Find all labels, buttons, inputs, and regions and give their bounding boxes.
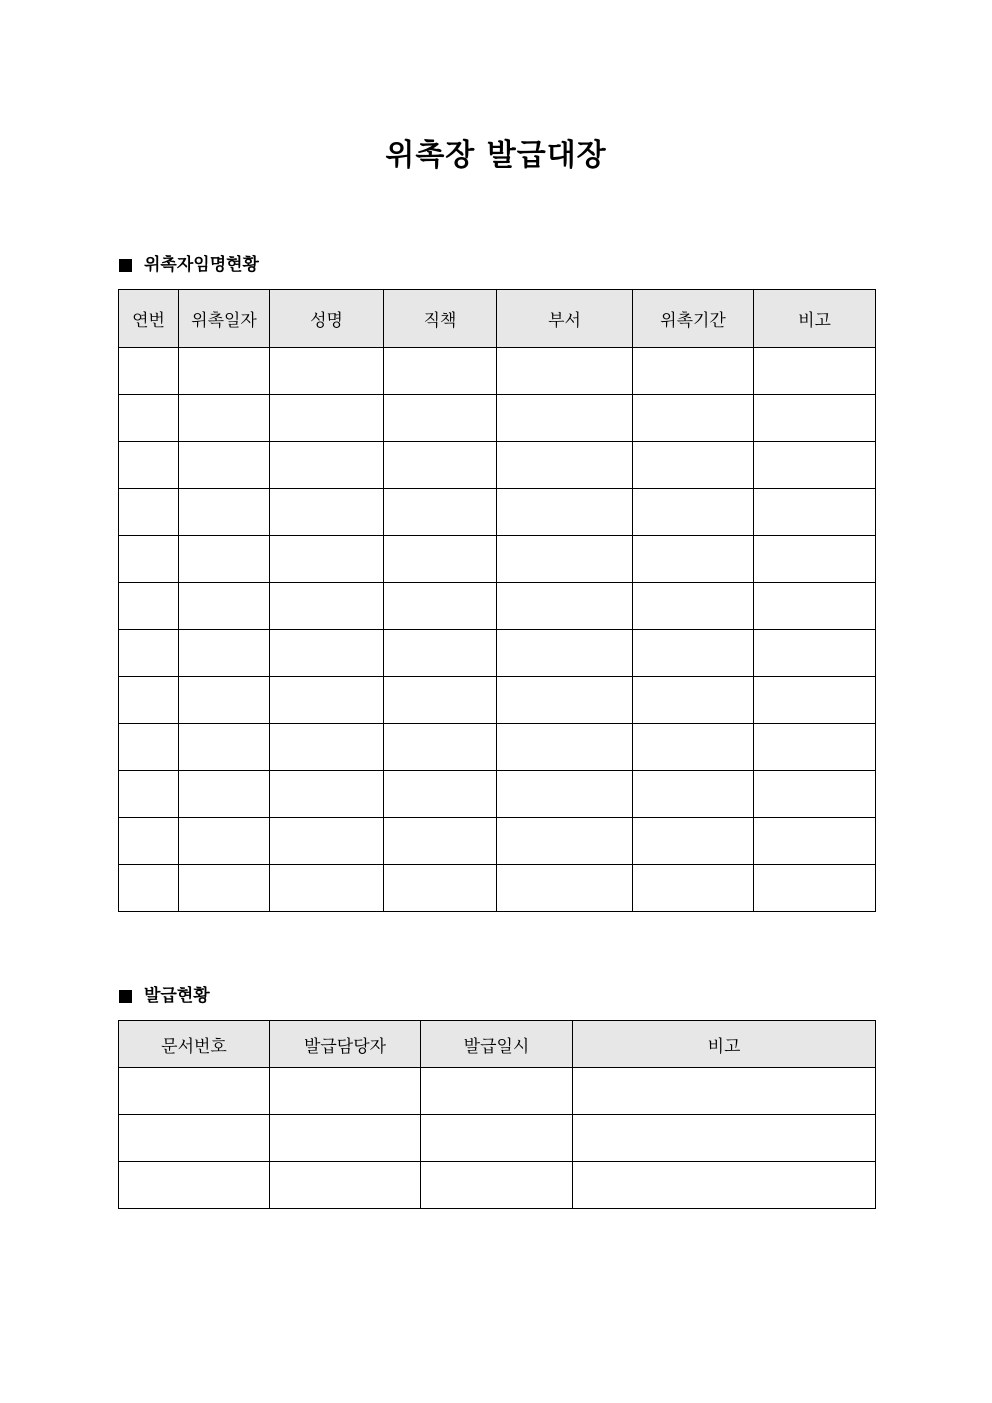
col-header-document-number: 문서번호 xyxy=(119,1021,270,1068)
table-cell[interactable] xyxy=(179,630,270,677)
table-cell[interactable] xyxy=(119,395,179,442)
table-cell[interactable] xyxy=(633,348,754,395)
table-cell[interactable] xyxy=(633,583,754,630)
table-cell[interactable] xyxy=(633,724,754,771)
table-cell[interactable] xyxy=(119,677,179,724)
issuance-section-heading xyxy=(119,984,210,1008)
table-row xyxy=(119,442,876,489)
table-row xyxy=(119,865,876,912)
table-cell[interactable] xyxy=(754,489,876,536)
table-cell[interactable] xyxy=(497,395,633,442)
table-cell[interactable] xyxy=(754,395,876,442)
table-cell[interactable] xyxy=(270,395,384,442)
col-header-appointment-date: 위촉일자 xyxy=(179,290,270,348)
table-cell[interactable] xyxy=(497,442,633,489)
table-cell[interactable] xyxy=(270,724,384,771)
table-cell[interactable] xyxy=(754,583,876,630)
page-title: 위촉장 발급대장 xyxy=(385,138,607,173)
table-cell[interactable] xyxy=(573,1115,876,1162)
table-cell[interactable] xyxy=(270,865,384,912)
col-header-remarks: 비고 xyxy=(573,1021,876,1068)
table-cell[interactable] xyxy=(497,348,633,395)
table-cell[interactable] xyxy=(497,724,633,771)
table-cell[interactable] xyxy=(119,724,179,771)
table-cell[interactable] xyxy=(119,865,179,912)
table-cell[interactable] xyxy=(633,818,754,865)
table-cell[interactable] xyxy=(270,771,384,818)
table-cell[interactable] xyxy=(754,442,876,489)
table-cell[interactable] xyxy=(421,1162,573,1209)
col-header-issue-datetime: 발급일시 xyxy=(421,1021,573,1068)
col-header-serial: 연번 xyxy=(119,290,179,348)
col-header-department: 부서 xyxy=(497,290,633,348)
table-cell[interactable] xyxy=(633,536,754,583)
table-cell[interactable] xyxy=(270,348,384,395)
square-bullet-icon xyxy=(119,259,132,272)
table-row xyxy=(119,1115,876,1162)
table-cell[interactable] xyxy=(633,630,754,677)
table-cell[interactable] xyxy=(119,1115,270,1162)
table-row xyxy=(119,348,876,395)
table-cell[interactable] xyxy=(270,630,384,677)
table-cell[interactable] xyxy=(384,583,497,630)
table-cell[interactable] xyxy=(179,348,270,395)
col-header-appointment-period: 위촉기간 xyxy=(633,290,754,348)
square-bullet-icon xyxy=(119,990,132,1003)
table-cell[interactable] xyxy=(573,1068,876,1115)
table-cell[interactable] xyxy=(754,630,876,677)
table-cell[interactable] xyxy=(384,630,497,677)
table-cell[interactable] xyxy=(384,536,497,583)
table-cell[interactable] xyxy=(384,677,497,724)
table-cell[interactable] xyxy=(270,1068,421,1115)
table-row xyxy=(119,724,876,771)
table-cell[interactable] xyxy=(179,442,270,489)
appointment-table-body xyxy=(119,348,876,912)
table-cell[interactable] xyxy=(573,1162,876,1209)
table-row xyxy=(119,677,876,724)
table-cell[interactable] xyxy=(754,536,876,583)
table-cell[interactable] xyxy=(119,1068,270,1115)
table-cell[interactable] xyxy=(754,348,876,395)
table-cell[interactable] xyxy=(754,818,876,865)
table-cell[interactable] xyxy=(119,442,179,489)
table-cell[interactable] xyxy=(384,724,497,771)
table-cell[interactable] xyxy=(119,489,179,536)
col-header-remarks: 비고 xyxy=(754,290,876,348)
table-cell[interactable] xyxy=(179,583,270,630)
issuance-table-body xyxy=(119,1068,876,1209)
table-cell[interactable] xyxy=(497,677,633,724)
table-cell[interactable] xyxy=(119,630,179,677)
table-row xyxy=(119,536,876,583)
table-cell[interactable] xyxy=(179,489,270,536)
table-cell[interactable] xyxy=(119,1162,270,1209)
table-cell[interactable] xyxy=(754,724,876,771)
table-row xyxy=(119,771,876,818)
table-cell[interactable] xyxy=(384,348,497,395)
table-cell[interactable] xyxy=(497,771,633,818)
table-cell[interactable] xyxy=(179,865,270,912)
table-row xyxy=(119,583,876,630)
table-cell[interactable] xyxy=(270,1162,421,1209)
issuance-heading-label: 발급현황 xyxy=(144,986,210,1006)
issuance-header-row xyxy=(119,1021,876,1068)
table-row xyxy=(119,1162,876,1209)
table-row xyxy=(119,489,876,536)
table-cell[interactable] xyxy=(179,818,270,865)
table-cell[interactable] xyxy=(384,395,497,442)
table-cell[interactable] xyxy=(497,865,633,912)
table-cell[interactable] xyxy=(270,583,384,630)
table-cell[interactable] xyxy=(270,536,384,583)
table-row xyxy=(119,1068,876,1115)
table-cell[interactable] xyxy=(270,818,384,865)
table-cell[interactable] xyxy=(384,489,497,536)
table-cell[interactable] xyxy=(754,677,876,724)
table-cell[interactable] xyxy=(384,865,497,912)
table-cell[interactable] xyxy=(119,771,179,818)
table-cell[interactable] xyxy=(179,677,270,724)
table-cell[interactable] xyxy=(633,677,754,724)
table-cell[interactable] xyxy=(633,442,754,489)
table-cell[interactable] xyxy=(270,442,384,489)
table-cell[interactable] xyxy=(270,489,384,536)
table-cell[interactable] xyxy=(270,677,384,724)
table-cell[interactable] xyxy=(421,1068,573,1115)
col-header-issuer: 발급담당자 xyxy=(270,1021,421,1068)
table-cell[interactable] xyxy=(119,348,179,395)
table-cell[interactable] xyxy=(179,395,270,442)
table-cell[interactable] xyxy=(384,771,497,818)
table-cell[interactable] xyxy=(497,489,633,536)
table-cell[interactable] xyxy=(179,771,270,818)
appointment-section-heading xyxy=(119,253,259,277)
table-cell[interactable] xyxy=(119,536,179,583)
table-row xyxy=(119,395,876,442)
appointment-table xyxy=(118,289,876,912)
table-cell[interactable] xyxy=(633,865,754,912)
issuance-table xyxy=(118,1020,876,1209)
appointment-header-row xyxy=(119,290,876,348)
col-header-name: 성명 xyxy=(270,290,384,348)
table-cell[interactable] xyxy=(633,771,754,818)
table-cell[interactable] xyxy=(633,489,754,536)
col-header-position: 직책 xyxy=(384,290,497,348)
table-cell[interactable] xyxy=(421,1115,573,1162)
table-cell[interactable] xyxy=(497,818,633,865)
table-cell[interactable] xyxy=(384,442,497,489)
table-cell[interactable] xyxy=(754,865,876,912)
table-cell[interactable] xyxy=(384,818,497,865)
table-cell[interactable] xyxy=(179,536,270,583)
table-cell[interactable] xyxy=(497,630,633,677)
table-cell[interactable] xyxy=(754,771,876,818)
table-row xyxy=(119,818,876,865)
table-cell[interactable] xyxy=(119,583,179,630)
table-cell[interactable] xyxy=(270,1115,421,1162)
table-cell[interactable] xyxy=(497,583,633,630)
table-cell[interactable] xyxy=(119,818,179,865)
table-cell[interactable] xyxy=(633,395,754,442)
table-cell[interactable] xyxy=(497,536,633,583)
table-row xyxy=(119,630,876,677)
table-cell[interactable] xyxy=(179,724,270,771)
appointment-heading-label: 위촉자임명현황 xyxy=(144,255,259,275)
